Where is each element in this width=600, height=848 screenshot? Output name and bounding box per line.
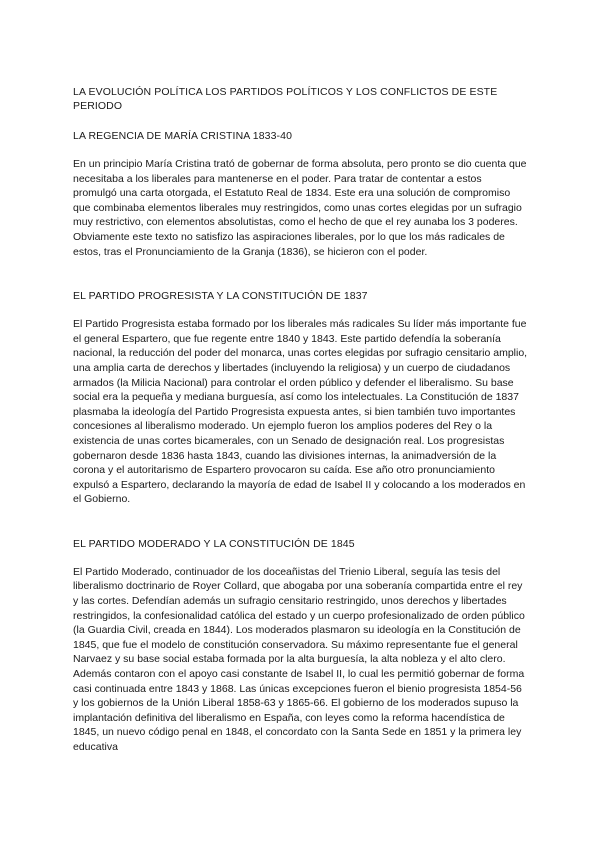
section-spacer bbox=[73, 259, 528, 289]
section-body-regencia: En un principio María Cristina trató de gobernar de forma absoluta, pero pronto se dio cuenta que necesitaba a los liberales para mantenerse en el poder. Para tratar de contentar a estos promulgó una carta otorgada, el Estatuto Real de 1834. Este era una solución de compromiso que combinaba elementos liberales muy restringidos, como unas cortes elegidas por un sufragio muy restrictivo, con elementos absolutistas, como el hecho de que el rey aunaba los 3 poderes. Obviamente este texto no satisfizo las aspiraciones liberales, por lo que los más radicales de estos, tras el Pronunciamiento de la Granja (1836), se hicieron con el poder. bbox=[73, 158, 527, 258]
section-body-moderado: El Partido Moderado, continuador de los doceañistas del Trienio Liberal, seguía las tesis del liberalismo doctrinario de Royer Collard, que abogaba por una soberanía compartida entre el rey y las cortes. Defendían además un sufragio censitario restringido, unos derechos y libertades restringidos, la confesionalidad católica del estado y un cuerpo profesionalizado de orden público (la Guardia Civil, creada en 1844). Los moderados plasmaron su ideología en la Constitución de 1845, que fue el modelo de constitución conservadora. Su máximo representante fue el general Narvaez y su base social estaba formada por la alta burguesía, la alta nobleza y el alto clero. Además contaron con el apoyo casi constante de Isabel II, lo cual les permitió gobernar de forma casi continuada entre 1843 y 1868. Las únicas excepciones fueron el bienio progresista 1854-56 y los gobiernos de la Unión Liberal 1858-63 y 1865-66. El gobierno de los moderados supuso la implantación definitiva del liberalismo en España, con leyes como la reforma hacendística de 1845, un nuevo código penal en 1848, el concordato con la Santa Sede en 1851 y la primera ley educativa bbox=[73, 565, 525, 753]
section-heading-moderado: EL PARTIDO MODERADO Y LA CONSTITUCIÓN DE 1845 bbox=[73, 537, 355, 550]
document-content bbox=[73, 85, 528, 755]
section-heading-regencia: LA REGENCIA DE MARÍA CRISTINA 1833-40 bbox=[73, 130, 293, 142]
section-body-progresista: El Partido Progresista estaba formado por los liberales más radicales Su líder más importante fue el general Espartero, que fue regente entre 1840 y 1843. Este partido defendía la soberanía nacional, la reducción del poder del monarca, unas cortes elegidas por sufragio censitario amplio, una amplia carta de derechos y libertades (incluyendo la religiosa) y un cuerpo de ciudadanos armados (la Milicia Nacional) para controlar el orden público y defender el liberalismo. Su base social era la pequeña y mediana burguesía, así como los intelectuales. La Constitución de 1837 plasmaba la ideología del Partido Progresista expuesta antes, si bien también tuvo importantes concesiones al liberalismo moderado. Un ejemplo fueron los amplios poderes del Rey o la existencia de unas cortes bicamerales, con un Senado de designación real. Los progresistas gobernaron desde 1836 hasta 1843, cuando las divisiones internas, la animadversión de la corona y el autoritarismo de Espartero provocaron su caída. Ese año otro pronunciamiento expulsó a Espartero, declarando la mayoría de edad de Isabel II y colocando a los moderados en el Gobierno. bbox=[73, 318, 528, 506]
document-title: LA EVOLUCIÓN POLÍTICA LOS PARTIDOS POLÍTICOS Y LOS CONFLICTOS DE ESTE PERIODO bbox=[73, 86, 498, 112]
section-heading-progresista: EL PARTIDO PROGRESISTA Y LA CONSTITUCIÓN DE 1837 bbox=[73, 290, 368, 303]
section-spacer bbox=[73, 507, 528, 537]
